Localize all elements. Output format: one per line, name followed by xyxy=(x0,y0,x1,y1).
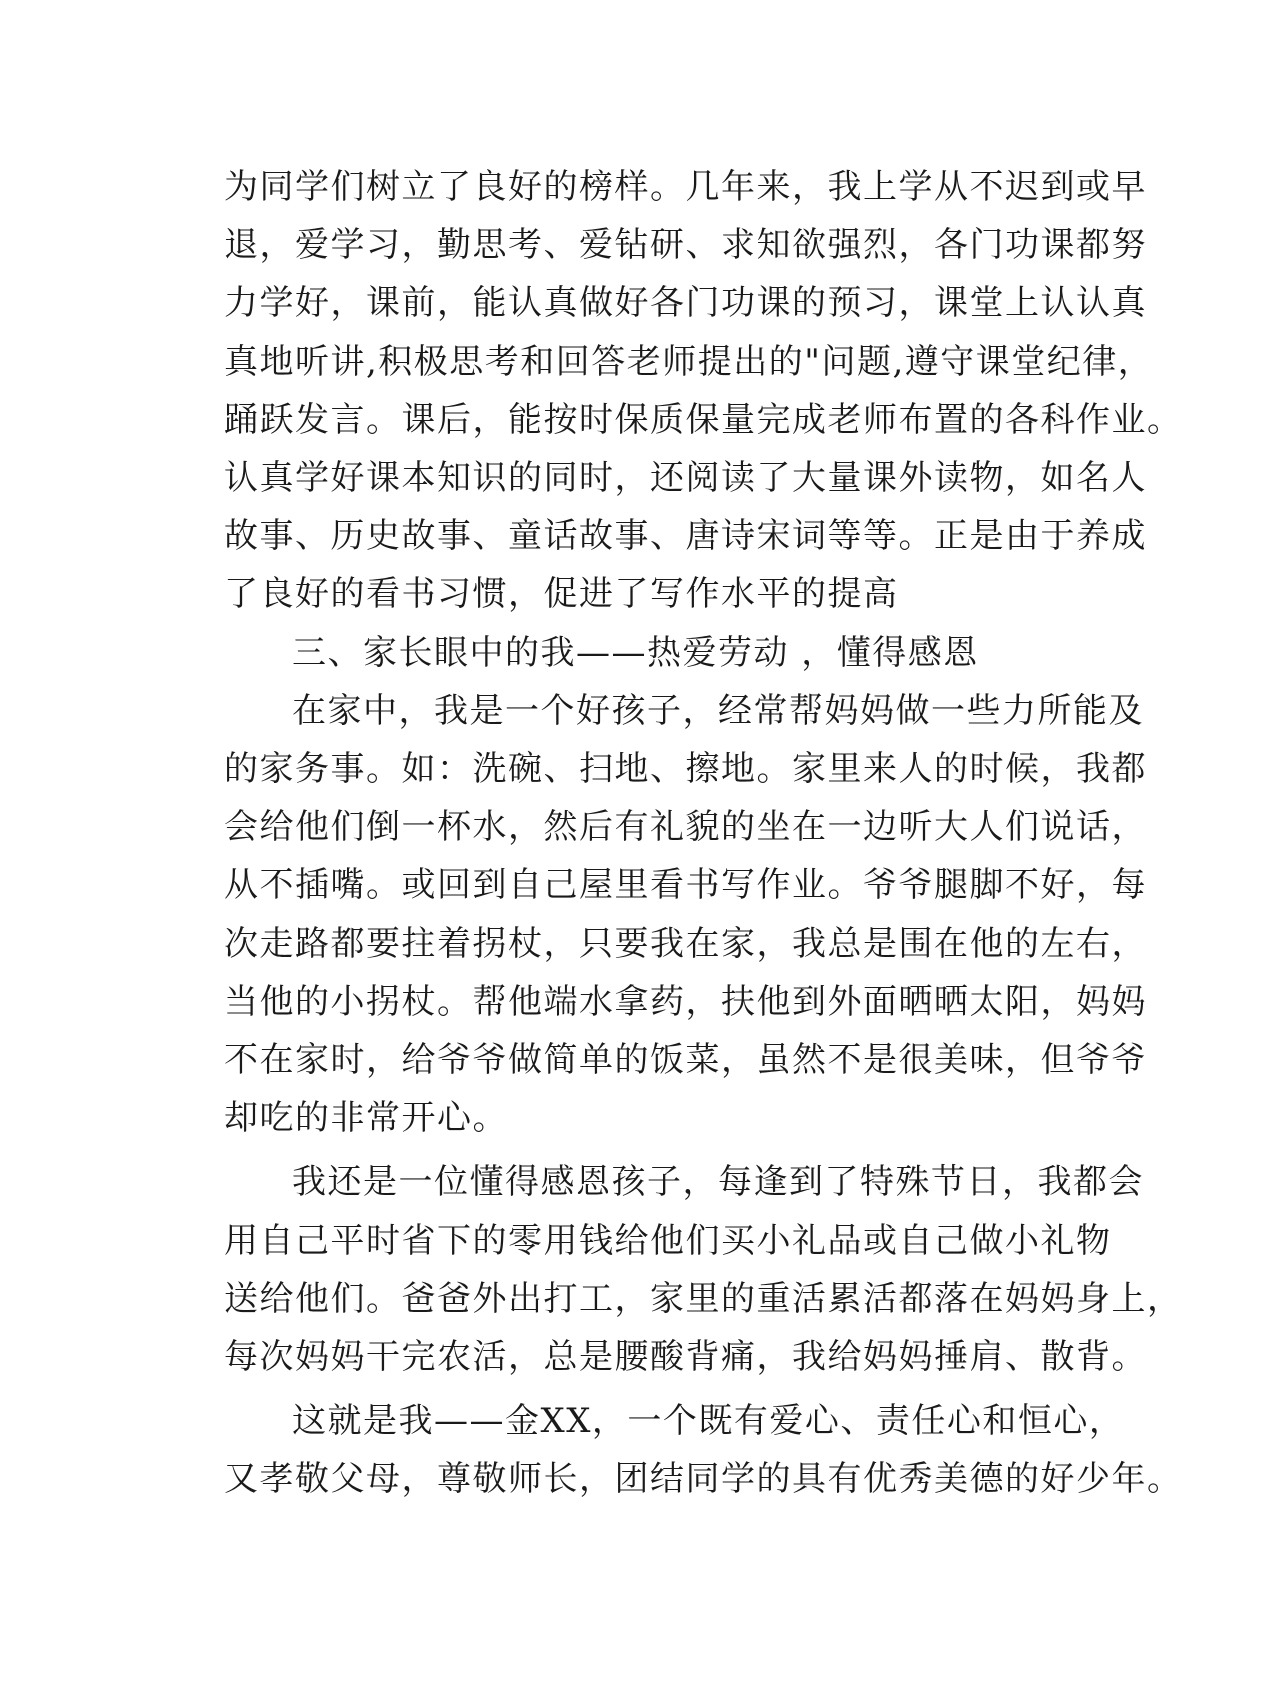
section-heading: 三、家长眼中的我——热爱劳动 ，懂得感恩 xyxy=(292,632,979,673)
document-body xyxy=(224,158,1183,1509)
text-line: 退，爱学习，勤思考、爱钻研、求知欲强烈，各门功课都努 xyxy=(224,225,1147,266)
text-line: 用自己平时省下的零用钱给他们买小礼品或自己做小礼物 xyxy=(224,1220,1112,1261)
text-line: 每次妈妈干完农活，总是腰酸背痛，我给妈妈捶肩、散背。 xyxy=(224,1337,1147,1378)
text-line: 认真学好课本知识的同时，还阅读了大量课外读物，如名人 xyxy=(224,458,1147,499)
text-line: 力学好，课前，能认真做好各门功课的预习，课堂上认认真 xyxy=(224,283,1147,324)
text-line: 的家务事。如：洗碗、扫地、擦地。家里来人的时候，我都 xyxy=(224,749,1147,790)
text-line: 真地听讲,积极思考和回答老师提出的"问题,遵守课堂纪律， xyxy=(224,341,1154,382)
text-line: 这就是我——金XX，一个既有爱心、责任心和恒心， xyxy=(292,1401,1125,1442)
text-line: 踊跃发言。课后，能按时保质保量完成老师布置的各科作业。 xyxy=(224,399,1183,440)
text-line: 不在家时，给爷爷做简单的饭菜，虽然不是很美味，但爷爷 xyxy=(224,1040,1147,1081)
paragraph-gratitude xyxy=(224,1153,1183,1386)
text-line: 次走路都要拄着拐杖，只要我在家，我总是围在他的左右， xyxy=(224,923,1147,964)
text-line: 从不插嘴。或回到自己屋里看书写作业。爷爷腿脚不好，每 xyxy=(224,865,1147,906)
text-line: 了良好的看书习惯，促进了写作水平的提高 xyxy=(224,574,899,615)
text-line: 送给他们。爸爸外出打工，家里的重活累活都落在妈妈身上， xyxy=(224,1278,1183,1319)
text-line: 我还是一位懂得感恩孩子，每逢到了特殊节日，我都会 xyxy=(292,1162,1144,1203)
text-line: 当他的小拐杖。帮他端水拿药，扶他到外面晒晒太阳，妈妈 xyxy=(224,981,1147,1022)
paragraph-conclusion xyxy=(224,1392,1183,1508)
text-line: 又孝敬父母，尊敬师长，团结同学的具有优秀美德的好少年。 xyxy=(224,1459,1183,1500)
text-line: 却吃的非常开心。 xyxy=(224,1098,508,1139)
paragraph-home xyxy=(224,682,1147,1148)
paragraph-study xyxy=(224,158,1183,624)
text-line: 在家中，我是一个好孩子，经常帮妈妈做一些力所能及 xyxy=(292,690,1144,731)
text-line: 为同学们树立了良好的榜样。几年来，我上学从不迟到或早 xyxy=(224,167,1147,207)
text-line: 会给他们倒一杯水，然后有礼貌的坐在一边听大人们说话， xyxy=(224,807,1147,848)
text-line: 故事、历史故事、童话故事、唐诗宋词等等。正是由于养成 xyxy=(224,516,1147,557)
